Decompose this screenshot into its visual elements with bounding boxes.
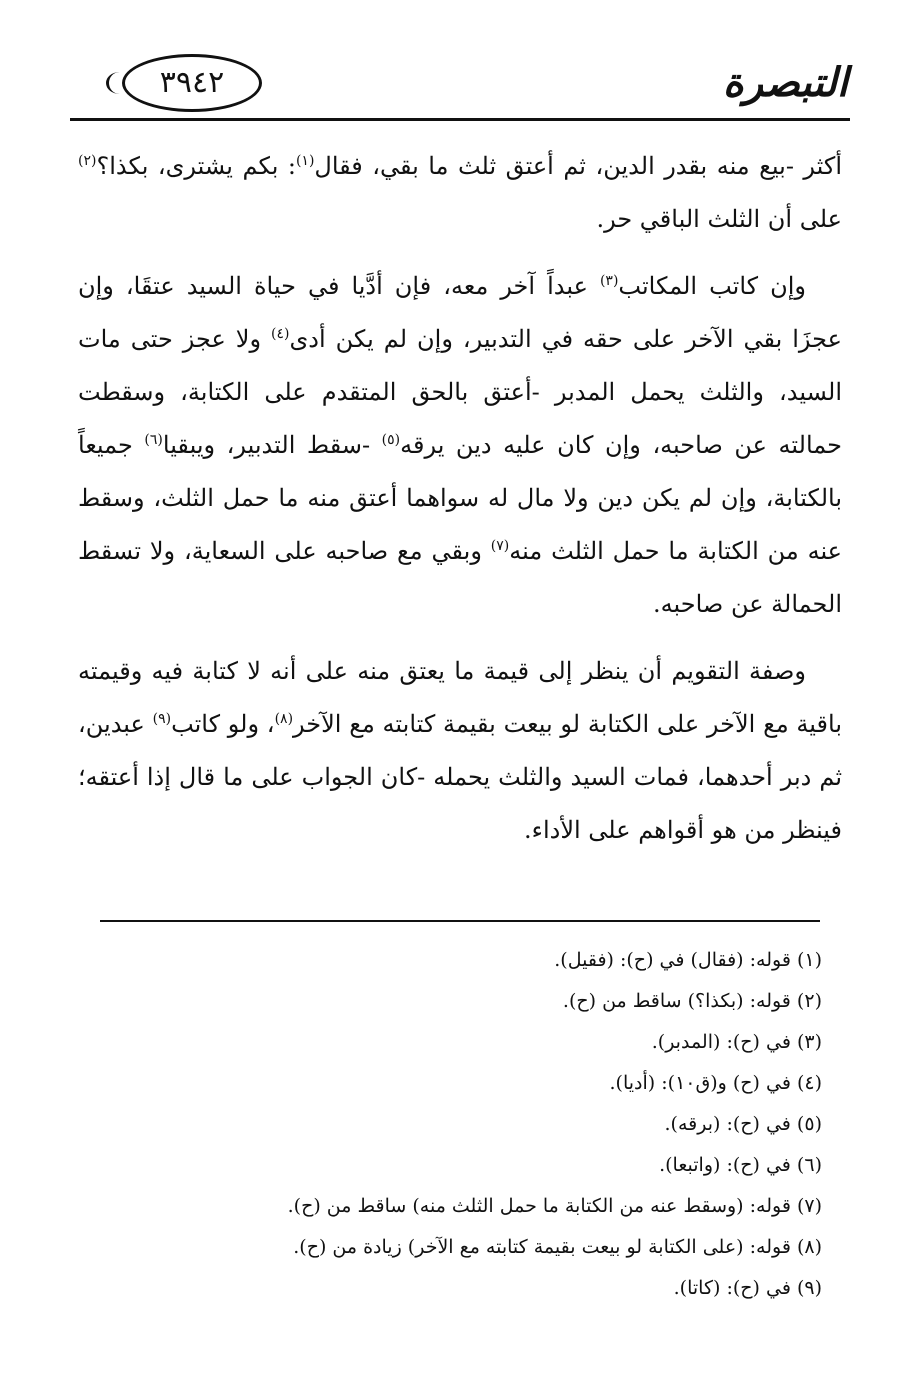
page-number-badge <box>122 54 262 112</box>
text-run: : بكم يشترى، بكذا؟ <box>96 152 296 180</box>
text-run: أكثر -بيع منه بقدر الدين، ثم أعتق ثلث ما بقي، فقال <box>314 152 843 180</box>
footnote-ref-3[interactable]: (٣) <box>599 273 619 289</box>
paragraph-1 <box>78 140 842 246</box>
text-run: جميعاً بالكتابة، وإن لم يكن دين ولا مال له سواهما أعتق منه ما حمل الثلث، وسقط عنه من الكتابة ما حمل الثلث منه <box>78 431 843 565</box>
text-run: ولا عجز حتى مات السيد، والثلث يحمل المدبر -أعتق بالحق المتقدم على الكتابة، وسقطت حمالته عن صاحبه، وإن كان عليه دين يرقه <box>78 325 842 459</box>
text-run: وإن كاتب المكاتب <box>618 272 807 300</box>
text-run: -سقط التدبير، ويبقيا <box>162 431 382 459</box>
text-run: على أن الثلث الباقي حر. <box>596 205 842 233</box>
page-header <box>70 52 850 120</box>
footnote-ref-4[interactable]: (٤) <box>271 326 290 342</box>
text-run: ، ولو كاتب <box>171 710 275 738</box>
text-run: وبقي مع صاحبه على السعاية، ولا تسقط الحمالة عن صاحبه. <box>78 537 842 618</box>
footnote-8: (٨) قوله: (على الكتابة لو بيعت بقيمة كتابته مع الآخر) زيادة من (ح). <box>293 1236 822 1258</box>
footnote-5: (٥) في (ح): (برقه). <box>664 1113 822 1135</box>
footnote-3: (٣) في (ح): (المدبر). <box>651 1031 822 1053</box>
footnote-9: (٩) في (ح): (كاتا). <box>673 1277 822 1299</box>
text-run: وصفة التقويم أن ينظر إلى قيمة ما يعتق منه على أنه لا كتابة فيه وقيمته باقية مع الآخر على الكتابة لو بيعت بقيمة كتابته مع الآخر <box>78 657 842 738</box>
book-title: التبصرة <box>722 59 848 106</box>
footnote-ref-9[interactable]: (٩) <box>152 711 172 727</box>
paragraph-3 <box>78 645 842 857</box>
footnotes-list <box>80 940 822 1309</box>
paragraph-2 <box>78 260 842 631</box>
footnote-divider <box>100 920 820 922</box>
footnote-ref-1[interactable]: (١) <box>295 153 315 169</box>
footnote-7: (٧) قوله: (وسقط عنه من الكتابة ما حمل الثلث منه) ساقط من (ح). <box>287 1195 822 1217</box>
header-divider <box>70 118 850 121</box>
page-number: ٣٩٤٢ <box>159 65 225 100</box>
footnote-4: (٤) في (ح) و(ق١٠): (أديا). <box>609 1072 822 1094</box>
text-run: عبدين، ثم دبر أحدهما، فمات السيد والثلث يحمله -كان الجواب على ما قال إذا أعتقه؛ فينظر من هو أقواهم على الأداء. <box>78 710 842 844</box>
footnote-2: (٢) قوله: (بكذا؟) ساقط من (ح). <box>562 990 822 1012</box>
footnote-ref-6[interactable]: (٦) <box>144 432 163 448</box>
footnote-ref-2[interactable]: (٢) <box>78 153 97 169</box>
footnote-6: (٦) في (ح): (واتبعا). <box>659 1154 822 1176</box>
footnote-ref-8[interactable]: (٨) <box>274 711 294 727</box>
footnote-1: (١) قوله: (فقال) في (ح): (فقيل). <box>554 949 822 971</box>
footnote-ref-7[interactable]: (٧) <box>490 538 510 554</box>
footnote-ref-5[interactable]: (٥) <box>381 432 401 448</box>
text-run: عبداً آخر معه، فإن أدَّيا في حياة السيد عتقَا، وإن عجزَا بقي الآخر على حقه في التدبير، وإن لم يكن أدى <box>78 272 842 353</box>
main-text <box>78 140 842 871</box>
